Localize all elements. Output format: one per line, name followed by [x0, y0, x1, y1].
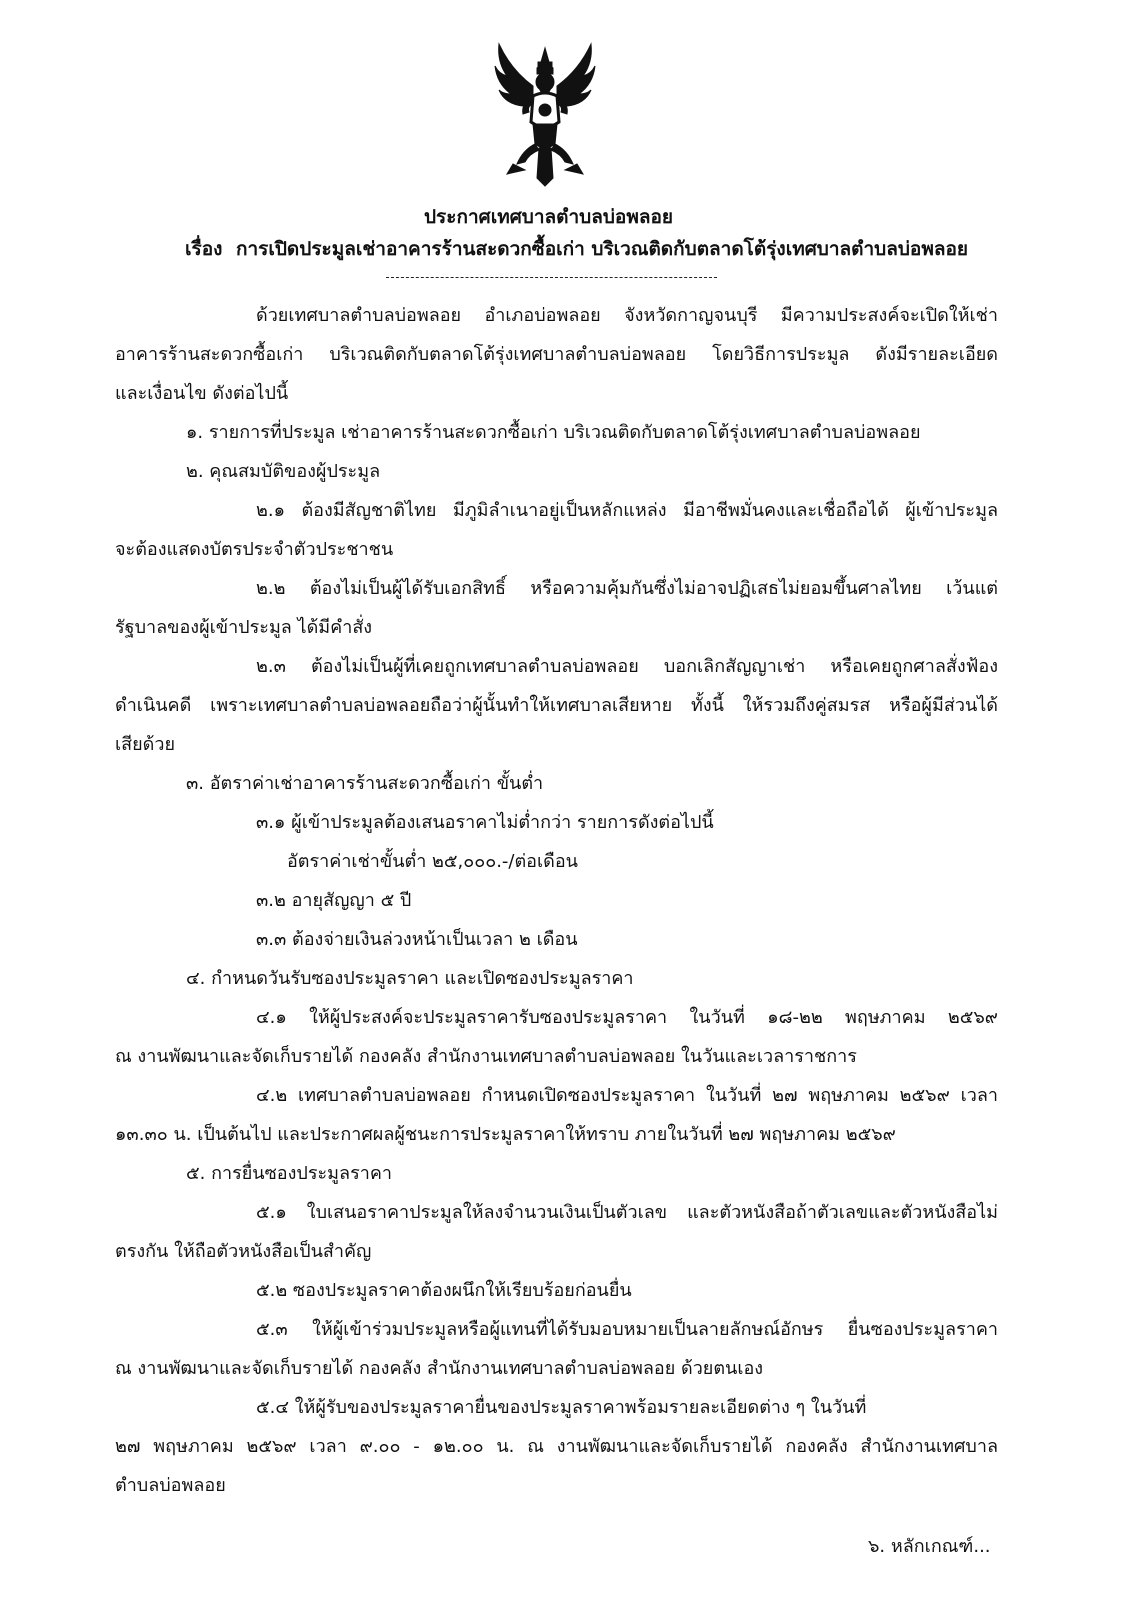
subject-text: การเปิดประมูลเช่าอาคารร้านสะดวกซื้อเก่า บริเวณติดกับตลาดโต้รุ่งเทศบาลตำบลบ่อพลอย: [236, 238, 969, 260]
section-2-heading: ๒. คุณสมบัติของผู้ประมูล: [186, 461, 381, 482]
clause-4-2: ๔.๒ เทศบาลตำบลบ่อพลอย กำหนดเปิดซองประมูลราคา ในวันที่ ๒๗ พฤษภาคม ๒๕๖๙ เวลา: [256, 1085, 998, 1106]
clause-2-3: เสียด้วย: [115, 734, 176, 755]
clause-5-4: ตำบลบ่อพลอย: [115, 1475, 226, 1496]
clause-4-1: ๔.๑ ให้ผู้ประสงค์จะประมูลราคารับซองประมูลราคา ในวันที่ ๑๘-๒๒ พฤษภาคม ๒๕๖๙: [256, 1007, 998, 1028]
clause-5-3: ณ งานพัฒนาและจัดเก็บรายได้ กองคลัง สำนักงานเทศบาลตำบลบ่อพลอย ด้วยตนเอง: [115, 1358, 764, 1379]
clause-5-1: ๕.๑ ใบเสนอราคาประมูลให้ลงจำนวนเงินเป็นตัวเลข และตัวหนังสือถ้าตัวเลขและตัวหนังสือไม่: [256, 1202, 998, 1223]
continued-marker: ๖. หลักเกณฑ์...: [868, 1536, 991, 1557]
clause-3-3: ๓.๓ ต้องจ่ายเงินล่วงหน้าเป็นเวลา ๒ เดือน: [256, 929, 578, 950]
clause-3-1: ๓.๑ ผู้เข้าประมูลต้องเสนอราคาไม่ต่ำกว่า รายการดังต่อไปนี้: [256, 812, 714, 833]
subject-label: เรื่อง: [185, 238, 223, 260]
section-3-heading: ๓. อัตราค่าเช่าอาคารร้านสะดวกซื้อเก่า ขั้นต่ำ: [186, 773, 544, 794]
page-title: ประกาศเทศบาลตำบลบ่อพลอย: [424, 206, 674, 228]
clause-5-1: ตรงกัน ให้ถือตัวหนังสือเป็นสำคัญ: [115, 1241, 372, 1262]
section-1: ๑. รายการที่ประมูล เช่าอาคารร้านสะดวกซื้อเก่า บริเวณติดกับตลาดโต้รุ่งเทศบาลตำบลบ่อพลอย: [186, 422, 921, 443]
clause-2-3: ๒.๓ ต้องไม่เป็นผู้ที่เคยถูกเทศบาลตำบลบ่อพลอย บอกเลิกสัญญาเช่า หรือเคยถูกศาลสั่งฟ้อง: [256, 656, 998, 677]
clause-4-1: ณ งานพัฒนาและจัดเก็บรายได้ กองคลัง สำนักงานเทศบาลตำบลบ่อพลอย ในวันและเวลาราชการ: [115, 1046, 857, 1067]
garuda-emblem-icon: [493, 40, 597, 188]
intro-line: อาคารร้านสะดวกซื้อเก่า บริเวณติดกับตลาดโต้รุ่งเทศบาลตำบลบ่อพลอย โดยวิธีการประมูล ดังมีรายละเอียด: [115, 344, 998, 365]
title-divider: [386, 277, 717, 278]
clause-2-1: ๒.๑ ต้องมีสัญชาติไทย มีภูมิลำเนาอยู่เป็นหลักแหล่ง มีอาชีพมั่นคงและเชื่อถือได้ ผู้เข้าประมูล: [256, 500, 998, 521]
section-4-heading: ๔. กำหนดวันรับซองประมูลราคา และเปิดซองประมูลราคา: [186, 968, 634, 989]
clause-2-2: รัฐบาลของผู้เข้าประมูล ได้มีคำสั่ง: [115, 617, 373, 638]
clause-3-2: ๓.๒ อายุสัญญา ๕ ปี: [256, 890, 412, 911]
section-5-heading: ๕. การยื่นซองประมูลราคา: [186, 1163, 392, 1184]
clause-2-1: จะต้องแสดงบัตรประจำตัวประชาชน: [115, 539, 394, 560]
clause-5-3: ๕.๓ ให้ผู้เข้าร่วมประมูลหรือผู้แทนที่ได้รับมอบหมายเป็นลายลักษณ์อักษร ยื่นซองประมูลราคา: [256, 1319, 998, 1340]
intro-line: และเงื่อนไข ดังต่อไปนี้: [115, 383, 289, 404]
clause-4-2: ๑๓.๓๐ น. เป็นต้นไป และประกาศผลผู้ชนะการประมูลราคาให้ทราบ ภายในวันที่ ๒๗ พฤษภาคม ๒๕๖๙: [115, 1124, 896, 1145]
clause-5-4: ๕.๔ ให้ผู้รับของประมูลราคายื่นของประมูลราคาพร้อมรายละเอียดต่าง ๆ ในวันที่: [256, 1397, 867, 1418]
clause-5-4: ๒๗ พฤษภาคม ๒๕๖๙ เวลา ๙.๐๐ - ๑๒.๐๐ น. ณ งานพัฒนาและจัดเก็บรายได้ กองคลัง สำนักงานเทศบาล: [115, 1436, 998, 1457]
clause-3-1-rate: อัตราค่าเช่าขั้นต่ำ ๒๕,๐๐๐.-/ต่อเดือน: [287, 851, 578, 872]
clause-5-2: ๕.๒ ซองประมูลราคาต้องผนึกให้เรียบร้อยก่อนยื่น: [256, 1280, 632, 1301]
clause-2-2: ๒.๒ ต้องไม่เป็นผู้ได้รับเอกสิทธิ์ หรือความคุ้มกันซึ่งไม่อาจปฏิเสธไม่ยอมขึ้นศาลไทย เว้นแต่: [256, 578, 998, 599]
intro-line: ด้วยเทศบาลตำบลบ่อพลอย อำเภอบ่อพลอย จังหวัดกาญจนบุรี มีความประสงค์จะเปิดให้เช่า: [256, 305, 998, 326]
clause-2-3: ดำเนินคดี เพราะเทศบาลตำบลบ่อพลอยถือว่าผู้นั้นทำให้เทศบาลเสียหาย ทั้งนี้ ให้รวมถึงคู่สมรส หรือผู้มีส่วนได้: [115, 695, 998, 716]
